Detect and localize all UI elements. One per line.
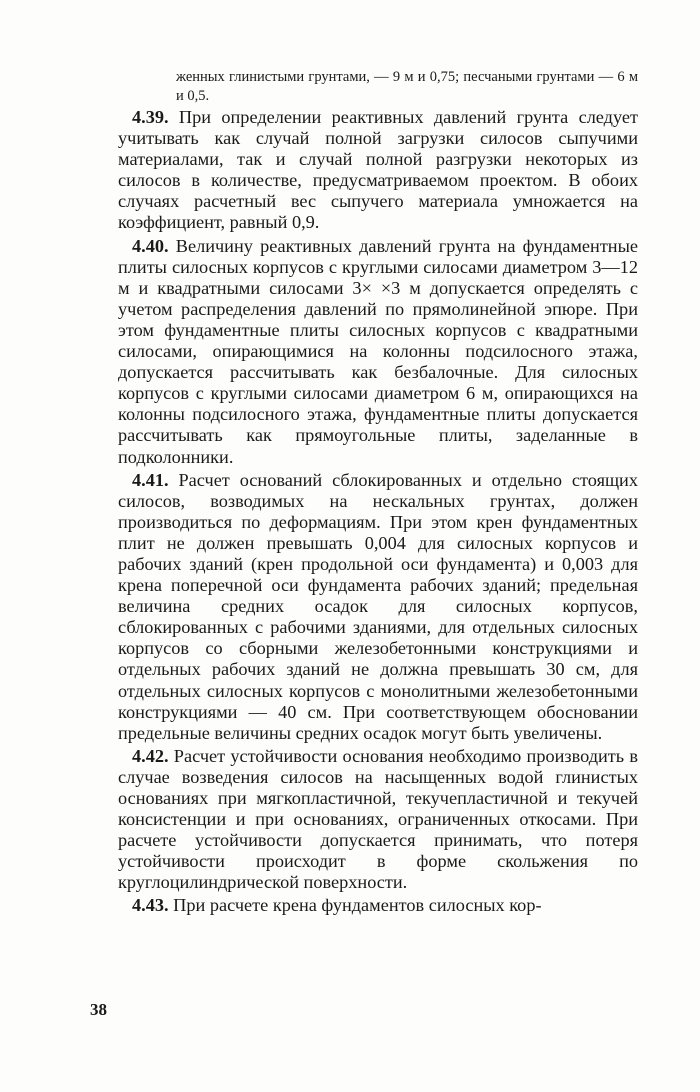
page-number: 38 xyxy=(90,1000,107,1019)
paragraph-4-43 xyxy=(118,895,638,916)
main-text xyxy=(118,107,638,919)
paragraph-4-41 xyxy=(118,470,638,744)
continuation-fragment: женных глинистыми грунтами, — 9 м и 0,75; песчаными грунтами — 6 м и 0,5. xyxy=(176,69,638,104)
section-number: 4.42. xyxy=(132,745,169,766)
paragraph-4-40 xyxy=(118,236,638,468)
paragraph-text: Величину реактивных давлений грунта на фундаментные плиты силосных корпусов с круглыми силосами диаметром 3—12 м и квадратными силосами 3× ×3 м допускается определять с учетом распределения давлений по прямолинейной эпюре. При этом фундаментные плиты силосных корпусов с квадратными силосами, опирающимися на колонны подсилосного этажа, допускается рассчитывать как безбалочные. Для силосных корпусов с круглыми силосами диаметром 6 м, опирающихся на колонны подсилосного этажа, фундаментные плиты допускается рассчитывать как прямоугольные плиты, заделанные в подколонники. xyxy=(118,235,638,467)
paragraph-text: Расчет устойчивости основания необходимо производить в случае возведения силосов на насыщенных водой глинистых основаниях при мягкопластичной, текучепластичной и текучей консистенции и при основаниях, ограниченных откосами. При расчете устойчивости допускается принимать, что потеря устойчивости происходит в форме скольжения по круглоцилиндрической поверхности. xyxy=(118,745,638,893)
section-number: 4.41. xyxy=(132,469,169,490)
paragraph-text: При расчете крена фундаментов силосных кор- xyxy=(173,895,542,916)
section-number: 4.39. xyxy=(132,107,169,127)
section-number: 4.43. xyxy=(132,895,169,916)
paragraph-text: Расчет оснований сблокированных и отдельно стоящих силосов, возводимых на нескальных грунтах, должен производиться по деформациям. При этом крен фундаментных плит не должен превышать 0,004 для силосных корпусов и рабочих зданий (крен продольной оси фундамента) и 0,003 для крена поперечной оси фундамента рабочих зданий; предельная величина средних осадок для силосных корпусов, сблокированных с рабочими зданиями, для отдельных силосных корпусов со сборными железобетонными конструкциями и отдельных рабочих зданий не должна превышать 30 см, для отдельных силосных корпусов с монолитными железобетонными конструкциями — 40 см. При соответствующем обосновании предельные величины средних осадок могут быть увеличены. xyxy=(118,469,638,743)
paragraph-text: При определении реактивных давлений грунта следует учитывать как случай полной загрузки силосов сыпучими материалами, так и случай полной разгрузки некоторых из силосов в количестве, предусматриваемом проектом. В обоих случаях расчетный вес сыпучего материала умножается на коэффициент, равный 0,9. xyxy=(118,107,638,233)
paragraph-4-42 xyxy=(118,746,638,894)
section-number: 4.40. xyxy=(132,235,169,256)
paragraph-4-39 xyxy=(118,107,638,234)
